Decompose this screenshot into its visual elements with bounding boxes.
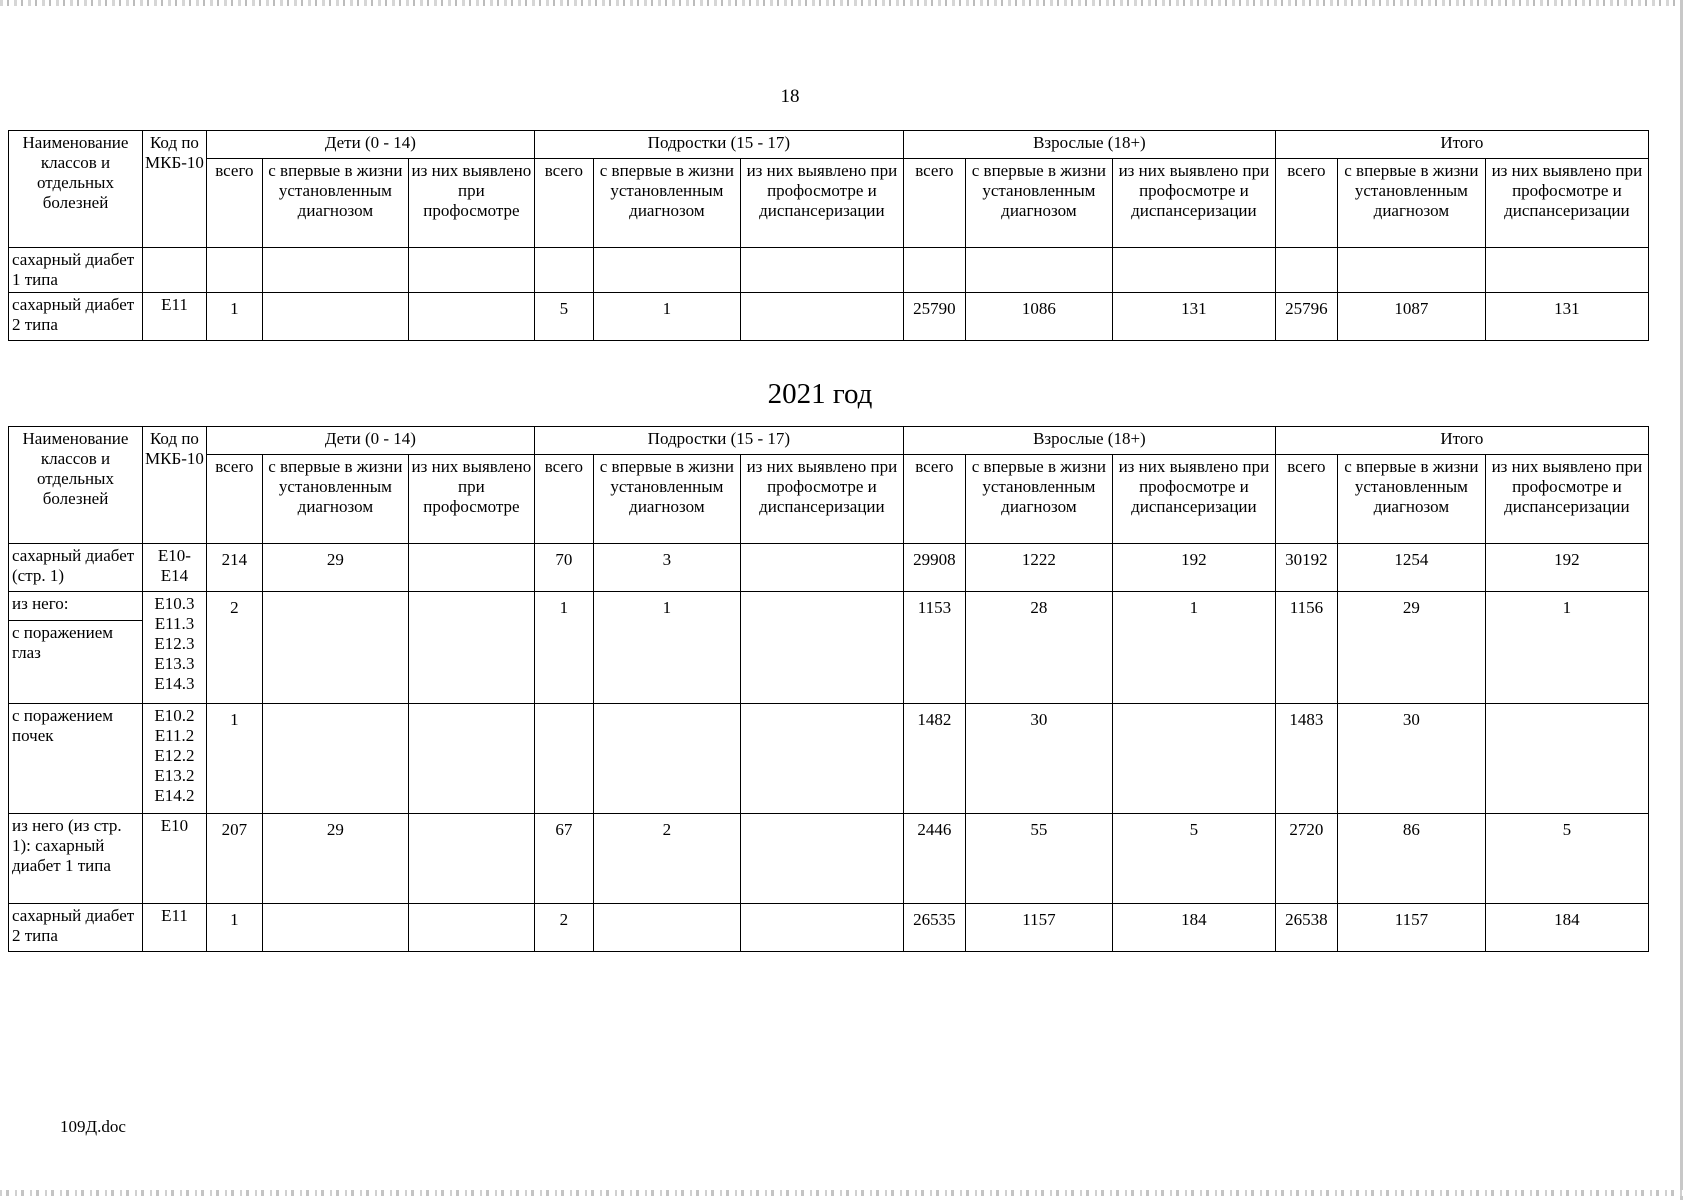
header-code: Код по МКБ-10 bbox=[143, 427, 207, 544]
value-cell: 1254 bbox=[1337, 544, 1485, 592]
value-cell: 25796 bbox=[1275, 293, 1337, 341]
value-cell bbox=[740, 544, 903, 592]
value-cell: 1222 bbox=[965, 544, 1112, 592]
value-cell bbox=[1112, 248, 1275, 293]
header-row-groups bbox=[9, 427, 1649, 455]
value-cell: 29 bbox=[1337, 592, 1485, 704]
table-row bbox=[9, 248, 1649, 293]
header-prof: из них выявлено при профосмотре и диспансеризации bbox=[1485, 455, 1648, 544]
row-name: с поражением почек bbox=[12, 706, 114, 745]
value-cell: 25790 bbox=[903, 293, 965, 341]
header-first-time: с впервые в жизни установленным диагнозом bbox=[593, 159, 740, 248]
value-cell bbox=[1485, 704, 1648, 814]
row-name-cell bbox=[9, 814, 143, 904]
value-cell: 1 bbox=[1112, 592, 1275, 704]
value-cell bbox=[903, 248, 965, 293]
header-first-time: с впервые в жизни установленным диагнозом bbox=[965, 455, 1112, 544]
icd-code: E10.3 E11.3 E12.3 E13.3 E14.3 bbox=[143, 592, 207, 704]
row-name-cell bbox=[9, 592, 143, 704]
value-cell bbox=[262, 248, 408, 293]
value-cell bbox=[408, 704, 534, 814]
value-cell: 1156 bbox=[1275, 592, 1337, 704]
value-cell bbox=[740, 814, 903, 904]
header-code: Код по МКБ-10 bbox=[143, 131, 207, 248]
value-cell: 26535 bbox=[903, 904, 965, 952]
header-group-total: Итого bbox=[1275, 427, 1648, 455]
value-cell: 29 bbox=[262, 544, 408, 592]
row-name-cell bbox=[9, 904, 143, 952]
header-group-adults: Взрослые (18+) bbox=[903, 427, 1275, 455]
icd-code bbox=[143, 248, 207, 293]
scan-edge-right bbox=[1680, 0, 1683, 1200]
value-cell: 1157 bbox=[965, 904, 1112, 952]
header-prof: из них выявлено при профосмотре bbox=[408, 159, 534, 248]
row-name: сахарный диабет 1 типа bbox=[12, 250, 135, 289]
value-cell: 184 bbox=[1485, 904, 1648, 952]
header-first-time: с впервые в жизни установленным диагнозом bbox=[262, 455, 408, 544]
value-cell: 2 bbox=[534, 904, 593, 952]
header-name: Наименование классов и отдельных болезней bbox=[9, 427, 143, 544]
value-cell: 131 bbox=[1112, 293, 1275, 341]
icd-code: E11 bbox=[143, 293, 207, 341]
row-name-cell bbox=[9, 248, 143, 293]
value-cell bbox=[262, 293, 408, 341]
header-total: всего bbox=[903, 455, 965, 544]
value-cell: 5 bbox=[534, 293, 593, 341]
value-cell: 55 bbox=[965, 814, 1112, 904]
scan-edge-top bbox=[0, 0, 1686, 6]
value-cell bbox=[408, 248, 534, 293]
value-cell: 2 bbox=[206, 592, 262, 704]
value-cell: 2446 bbox=[903, 814, 965, 904]
value-cell bbox=[408, 592, 534, 704]
header-first-time: с впервые в жизни установленным диагнозом bbox=[593, 455, 740, 544]
header-prof: из них выявлено при профосмотре bbox=[408, 455, 534, 544]
value-cell bbox=[1337, 248, 1485, 293]
table-row bbox=[9, 544, 1649, 592]
footer-filename: 109Д.doc bbox=[60, 1117, 126, 1136]
value-cell: 2 bbox=[593, 814, 740, 904]
header-group-teens: Подростки (15 - 17) bbox=[534, 131, 903, 159]
header-row-sub bbox=[9, 159, 1649, 248]
value-cell bbox=[593, 704, 740, 814]
header-group-total: Итого bbox=[1275, 131, 1648, 159]
value-cell: 1 bbox=[593, 293, 740, 341]
header-total: всего bbox=[1275, 455, 1337, 544]
value-cell: 1157 bbox=[1337, 904, 1485, 952]
year-heading: 2021 год bbox=[767, 378, 873, 410]
header-row-groups bbox=[9, 131, 1649, 159]
value-cell bbox=[740, 592, 903, 704]
value-cell: 3 bbox=[593, 544, 740, 592]
header-total: всего bbox=[903, 159, 965, 248]
value-cell: 1 bbox=[206, 904, 262, 952]
row-name: сахарный диабет 2 типа bbox=[12, 906, 135, 945]
value-cell bbox=[593, 904, 740, 952]
table-top bbox=[8, 130, 1649, 341]
header-first-time: с впервые в жизни установленным диагнозом bbox=[1337, 455, 1485, 544]
value-cell bbox=[206, 248, 262, 293]
value-cell: 26538 bbox=[1275, 904, 1337, 952]
value-cell: 1086 bbox=[965, 293, 1112, 341]
header-group-adults: Взрослые (18+) bbox=[903, 131, 1275, 159]
value-cell bbox=[262, 592, 408, 704]
value-cell: 30 bbox=[965, 704, 1112, 814]
icd-code: E10.2 E11.2 E12.2 E13.2 E14.2 bbox=[143, 704, 207, 814]
value-cell bbox=[740, 904, 903, 952]
row-name: сахарный диабет (стр. 1) bbox=[12, 546, 135, 585]
value-cell bbox=[408, 544, 534, 592]
header-total: всего bbox=[534, 159, 593, 248]
header-first-time: с впервые в жизни установленным диагнозом bbox=[1337, 159, 1485, 248]
page-number: 18 bbox=[780, 86, 800, 107]
value-cell: 30192 bbox=[1275, 544, 1337, 592]
header-prof: из них выявлено при профосмотре и диспансеризации bbox=[740, 159, 903, 248]
value-cell: 1 bbox=[1485, 592, 1648, 704]
header-group-children: Дети (0 - 14) bbox=[206, 131, 534, 159]
value-cell bbox=[408, 814, 534, 904]
value-cell: 184 bbox=[1112, 904, 1275, 952]
header-prof: из них выявлено при профосмотре и диспансеризации bbox=[1485, 159, 1648, 248]
value-cell: 1087 bbox=[1337, 293, 1485, 341]
row-name: из него: bbox=[12, 594, 69, 613]
icd-code: E10 bbox=[143, 814, 207, 904]
header-prof: из них выявлено при профосмотре и диспансеризации bbox=[740, 455, 903, 544]
row-name: из него (из стр. 1): сахарный диабет 1 типа bbox=[12, 816, 122, 875]
value-cell: 29 bbox=[262, 814, 408, 904]
value-cell: 5 bbox=[1485, 814, 1648, 904]
value-cell bbox=[262, 704, 408, 814]
value-cell: 1482 bbox=[903, 704, 965, 814]
value-cell: 1 bbox=[206, 704, 262, 814]
table-row bbox=[9, 904, 1649, 952]
value-cell bbox=[534, 704, 593, 814]
value-cell: 214 bbox=[206, 544, 262, 592]
header-first-time: с впервые в жизни установленным диагнозом bbox=[262, 159, 408, 248]
value-cell bbox=[1275, 248, 1337, 293]
value-cell: 1 bbox=[593, 592, 740, 704]
header-group-children: Дети (0 - 14) bbox=[206, 427, 534, 455]
header-total: всего bbox=[206, 159, 262, 248]
value-cell: 28 bbox=[965, 592, 1112, 704]
value-cell bbox=[965, 248, 1112, 293]
value-cell: 192 bbox=[1485, 544, 1648, 592]
header-name: Наименование классов и отдельных болезней bbox=[9, 131, 143, 248]
row-name-cell bbox=[9, 544, 143, 592]
value-cell: 86 bbox=[1337, 814, 1485, 904]
value-cell: 29908 bbox=[903, 544, 965, 592]
value-cell: 1153 bbox=[903, 592, 965, 704]
value-cell bbox=[1112, 704, 1275, 814]
header-total: всего bbox=[206, 455, 262, 544]
value-cell bbox=[1485, 248, 1648, 293]
table-row bbox=[9, 704, 1649, 814]
value-cell: 207 bbox=[206, 814, 262, 904]
table-row bbox=[9, 592, 1649, 704]
header-total: всего bbox=[1275, 159, 1337, 248]
header-first-time: с впервые в жизни установленным диагнозом bbox=[965, 159, 1112, 248]
icd-code: E11 bbox=[143, 904, 207, 952]
value-cell bbox=[740, 704, 903, 814]
row-name-divider bbox=[9, 620, 143, 621]
value-cell: 1 bbox=[534, 592, 593, 704]
value-cell: 2720 bbox=[1275, 814, 1337, 904]
table-bottom bbox=[8, 426, 1649, 952]
header-total: всего bbox=[534, 455, 593, 544]
value-cell: 1 bbox=[206, 293, 262, 341]
row-name: сахарный диабет 2 типа bbox=[12, 295, 135, 334]
value-cell: 1483 bbox=[1275, 704, 1337, 814]
row-name-cell bbox=[9, 293, 143, 341]
header-row-sub bbox=[9, 455, 1649, 544]
row-subname: с поражением глаз bbox=[12, 623, 114, 662]
header-group-teens: Подростки (15 - 17) bbox=[534, 427, 903, 455]
header-prof: из них выявлено при профосмотре и диспансеризации bbox=[1112, 159, 1275, 248]
value-cell: 5 bbox=[1112, 814, 1275, 904]
scan-edge-bottom bbox=[0, 1190, 1686, 1196]
header-prof: из них выявлено при профосмотре и диспансеризации bbox=[1112, 455, 1275, 544]
value-cell: 131 bbox=[1485, 293, 1648, 341]
value-cell bbox=[534, 248, 593, 293]
table-row bbox=[9, 814, 1649, 904]
value-cell: 67 bbox=[534, 814, 593, 904]
value-cell bbox=[740, 293, 903, 341]
value-cell bbox=[262, 904, 408, 952]
value-cell: 70 bbox=[534, 544, 593, 592]
value-cell bbox=[408, 293, 534, 341]
value-cell bbox=[593, 248, 740, 293]
value-cell bbox=[408, 904, 534, 952]
value-cell bbox=[740, 248, 903, 293]
value-cell: 30 bbox=[1337, 704, 1485, 814]
value-cell: 192 bbox=[1112, 544, 1275, 592]
row-name-cell bbox=[9, 704, 143, 814]
table-row bbox=[9, 293, 1649, 341]
icd-code: E10-E14 bbox=[143, 544, 207, 592]
